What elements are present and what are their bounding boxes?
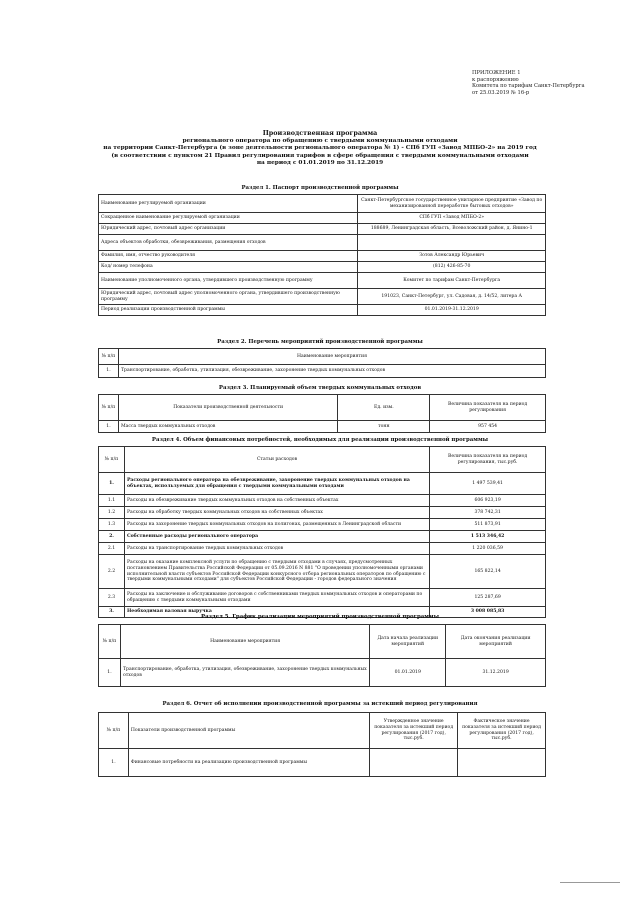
row-number: 1.	[99, 749, 129, 777]
column-header: Дата начала реализации мероприятий	[370, 625, 446, 659]
title-line: на территории Санкт-Петербурга (в зоне деятельности регионального оператора № 1) - СПб ГУП «Завод МПБО-2» на 2019 год	[103, 145, 537, 152]
table-row	[99, 555, 546, 589]
row-name: Необходимая валовая выручка	[124, 607, 429, 618]
table-row	[99, 421, 546, 433]
passport-value: Зотов Александр Юрьевич	[358, 251, 546, 262]
column-header: № п/п	[99, 625, 121, 659]
table-row	[99, 495, 546, 507]
passport-label: Адреса объектов обработки, обезвреживания, размещения отходов	[99, 235, 358, 251]
column-header: Наименование мероприятия	[118, 349, 545, 365]
table-header-row	[99, 395, 546, 421]
passport-label: Наименование регулируемой организации	[99, 195, 358, 213]
row-name: Расходы на оказание комплексной услуги по обращению с твердыми отходами в случаях, предусмотренных постановлением Правительства Российской Федерации от 05.09.2016 N 881 "О проведении уполномоченными органами исполнительной власти субъектов Российской Федерации конкурсного отбора региональных операторов по обращению с твердыми коммунальными отходами" для субъектов Российской Федерации - городов федерального значения	[124, 555, 429, 589]
row-number: 1.	[99, 421, 119, 433]
table-row	[99, 507, 546, 519]
column-header: Показатели производственной деятельности	[118, 395, 337, 421]
passport-label: Юридический адрес, почтовый адрес организации	[99, 224, 358, 235]
row-value: 3 008 085,83	[430, 607, 546, 618]
passport-value	[358, 235, 546, 251]
column-header: Показатели производственной программы	[128, 713, 369, 749]
row-name: Расходы на обезвреживание твердых коммунальных отходов на собственных объектах	[124, 495, 429, 507]
table-row	[99, 589, 546, 607]
row-value: 957 454	[430, 421, 546, 433]
section1-table	[98, 194, 546, 316]
row-name: Финансовые потребности на реализацию производственной программы	[128, 749, 369, 777]
passport-label: Сокращенное наименование регулируемой организации	[99, 213, 358, 224]
section3-heading: Раздел 3. Планируемый объем твердых коммунальных отходов	[218, 385, 422, 391]
row-number: 1.1	[99, 495, 125, 507]
row-number: 2.2	[99, 555, 125, 589]
row-number: 2.1	[99, 543, 125, 555]
section6-table	[98, 712, 546, 777]
table-row	[99, 235, 546, 251]
column-header: Величина показателя на период регулирования, тыс.руб.	[430, 447, 546, 473]
title-line: (в соответствии с пунктом 21 Правил регулирования тарифов в сфере обращения с твердыми коммунальными отходами	[111, 152, 529, 159]
row-name: Транспортирование, обработка, утилизация, обезвреживание, захоронение твердых коммунальных отходов	[120, 659, 369, 687]
section4-table	[98, 446, 546, 618]
column-header: № п/п	[99, 395, 119, 421]
appendix-line: к распоряжению	[472, 76, 519, 83]
row-number: 1.3	[99, 519, 125, 531]
row-actual-value	[458, 749, 546, 777]
document-title	[0, 130, 640, 168]
passport-value: (812) 426-85-70	[358, 262, 546, 273]
section1-heading: Раздел 1. Паспорт производственной программы	[241, 185, 399, 191]
row-value: 125 287,69	[430, 589, 546, 607]
table-row	[99, 195, 546, 213]
row-start-date: 01.01.2019	[370, 659, 446, 687]
row-name: Масса твердых коммунальных отходов	[118, 421, 337, 433]
row-unit: тонн	[338, 421, 430, 433]
appendix-block	[472, 70, 585, 96]
passport-value: Санкт-Петербургское государственное унитарное предприятие «Завод по механизированной переработке бытовых отходов»	[358, 195, 546, 213]
table-row	[99, 262, 546, 273]
table-row	[99, 749, 546, 777]
section4-heading: Раздел 4. Объем финансовых потребностей, необходимых для реализации производственной программы	[151, 437, 489, 443]
table-row	[99, 531, 546, 543]
appendix-line: ПРИЛОЖЕНИЕ 1	[472, 70, 521, 76]
passport-label: Код/ номер телефона	[99, 262, 358, 273]
table-header-row	[99, 713, 546, 749]
section2-heading: Раздел 2. Перечень мероприятий производственной программы	[217, 339, 423, 345]
table-row	[99, 519, 546, 531]
row-name: Расходы регионального оператора на обезвреживание, захоронение твердых коммунальных отходов на объектах, используемых для обращения с твердыми коммунальными отходами	[124, 473, 429, 495]
passport-value: 191023, Санкт-Петербург, ул. Садовая, д. 14/52, литера А	[358, 289, 546, 305]
row-value: 511 873,91	[430, 519, 546, 531]
table-header-row	[99, 447, 546, 473]
row-name: Расходы на транспортирование твердых коммунальных отходов	[124, 543, 429, 555]
row-value: 1 220 036,59	[430, 543, 546, 555]
row-approved-value	[370, 749, 458, 777]
row-name: Расходы на заключение и обслуживание договоров с собственниками твердых коммунальных отходов и операторами по обращению с твердыми коммунальными отходами	[124, 589, 429, 607]
row-number: 2.	[99, 531, 125, 543]
row-name: Транспортирование, обработка, утилизация, обезвреживание, захоронение твердых коммунальных отходов	[118, 365, 545, 378]
title-line: регионального оператора по обращению с твердыми коммунальными отходами	[182, 137, 458, 144]
table-row	[99, 213, 546, 224]
passport-value: 01.01.2019-31.12.2019	[358, 305, 546, 316]
row-number: 3.	[99, 607, 125, 618]
row-name: Собственные расходы регионального оператора	[124, 531, 429, 543]
table-row	[99, 289, 546, 305]
appendix-line: от 25.03.2019 № 16-р	[472, 89, 530, 96]
row-name: Расходы на обработку твердых коммунальных отходов на собственных объектах	[124, 507, 429, 519]
column-header: № п/п	[99, 447, 125, 473]
table-row	[99, 473, 546, 495]
column-header: Статьи расходов	[124, 447, 429, 473]
scan-mark-line	[560, 882, 620, 883]
row-value: 1 513 346,42	[430, 531, 546, 543]
table-row	[99, 305, 546, 316]
row-end-date: 31.12.2019	[446, 659, 546, 687]
section5-heading: Раздел 5. График реализации мероприятий производственной программы	[201, 614, 439, 620]
passport-value: СПб ГУП «Завод МПБО-2»	[358, 213, 546, 224]
column-header: Дата окончания реализации мероприятий	[446, 625, 546, 659]
column-header: Величина показателя на период регулирования	[430, 395, 546, 421]
column-header: Утвержденное значение показателя за истекший период регулирования (2017 год), тыс.руб.	[370, 713, 458, 749]
table-row	[99, 365, 546, 378]
passport-label: Юридический адрес, почтовый адрес уполномоченного органа, утвердившего производственную программу	[99, 289, 358, 305]
title-line: Производственная программа	[262, 129, 378, 137]
row-number: 1.	[99, 659, 121, 687]
row-value: 378 742,31	[430, 507, 546, 519]
table-header-row	[99, 625, 546, 659]
row-value: 165 822,14	[430, 555, 546, 589]
table-row	[99, 224, 546, 235]
title-line: на период с 01.01.2019 по 31.12.2019	[256, 160, 384, 167]
column-header: № п/п	[99, 349, 119, 365]
passport-value: 188689, Ленинградская область, Всеволожский район, д. Янино-1	[358, 224, 546, 235]
column-header: Наименование мероприятия	[120, 625, 369, 659]
section3-table	[98, 394, 546, 433]
row-number: 1.	[99, 365, 119, 378]
row-name: Расходы на захоронение твердых коммунальных отходов на полигонах, размещенных в Ленинградской области	[124, 519, 429, 531]
column-header: № п/п	[99, 713, 129, 749]
table-header-row	[99, 349, 546, 365]
passport-label: Наименование уполномоченного органа, утвердившего производственную программу	[99, 273, 358, 289]
row-value: 1 497 539,41	[430, 473, 546, 495]
table-row	[99, 659, 546, 687]
row-number: 1.	[99, 473, 125, 495]
passport-label: Период реализации производственной программы	[99, 305, 358, 316]
table-row	[99, 543, 546, 555]
row-number: 1.2	[99, 507, 125, 519]
row-number: 2.3	[99, 589, 125, 607]
section2-table	[98, 348, 546, 378]
section5-table	[98, 624, 546, 687]
section6-heading: Раздел 6. Отчет об исполнении производственной программы за истекший период регулирования	[162, 701, 478, 707]
row-value: 606 923,19	[430, 495, 546, 507]
passport-value: Комитет по тарифам Санкт-Петербурга	[358, 273, 546, 289]
column-header: Фактическое значение показателя за истекший период регулирования (2017 год), тыс.руб.	[458, 713, 546, 749]
table-row	[99, 251, 546, 262]
passport-label: Фамилия, имя, отчество руководителя	[99, 251, 358, 262]
column-header: Ед. изм.	[338, 395, 430, 421]
appendix-line: Комитета по тарифам Санкт-Петербурга	[472, 83, 585, 90]
table-row	[99, 273, 546, 289]
